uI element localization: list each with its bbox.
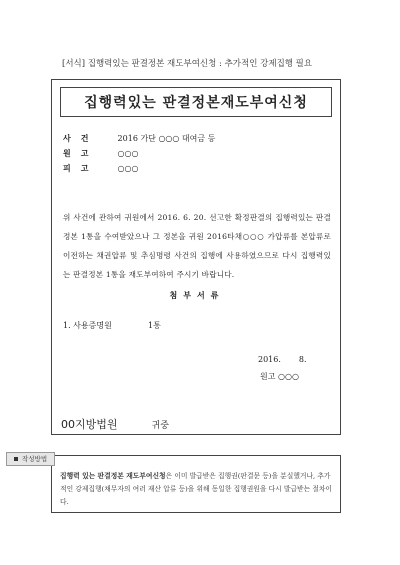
guide-bold-text: 집행력 있는 판결정본 재도부여신청	[60, 472, 166, 480]
attachment-item-count: 1통	[148, 321, 161, 330]
date-line	[258, 355, 307, 364]
court-receiver: 귀중	[151, 421, 169, 431]
field-case-label: 사건	[63, 133, 99, 143]
form-header: [서식] 집행력있는 판결정본 재도부여신청 : 추가적인 강제집행 필요	[62, 59, 313, 69]
field-case-value: 2016 가단 ○○○ 대여금 등	[117, 134, 216, 143]
field-defendant-label: 피고	[63, 163, 99, 173]
field-plaintiff	[63, 148, 139, 159]
form-body	[51, 79, 341, 435]
date-year: 2016.	[258, 355, 281, 364]
guide-tab-label: 작성방법	[22, 455, 48, 463]
request-body: 위 사건에 관하여 귀원에서 2016. 6. 20. 선고한 확정판결의 집행력있는 판결정본 1통을 수여받았으나 그 정본을 귀원 2016타채○○○ 가압류를 본압류로 이전하는 채권압류 및 추심명령 사건의 집행에 사용하였으므로 다시 집행력있는 판결정본 1통을 재도부여하여 주시기 바랍니다.	[63, 213, 331, 279]
court-name: 00지방법원	[61, 418, 118, 431]
field-case	[63, 133, 215, 144]
guide-body-text: 은 이미 발급받은 집행권(판결문 등)을 분실했거나, 추가적인 강제집행(채무자의 여러 재산 압류 등)을 위해 동일한 집행권원을 다시 발급받는 절차이다.	[60, 472, 333, 506]
attachment-item	[63, 320, 161, 331]
guide-text	[60, 470, 334, 509]
field-defendant-value: ○○○	[117, 164, 139, 173]
square-bullet-icon	[14, 457, 18, 461]
field-plaintiff-value: ○○○	[117, 149, 139, 158]
field-defendant	[63, 163, 139, 174]
court-line	[61, 416, 169, 432]
guide-tab	[6, 452, 55, 466]
date-month: 8.	[298, 355, 307, 364]
attachment-heading: 첨부서류	[169, 290, 225, 300]
guide-box	[51, 455, 341, 513]
field-plaintiff-label: 원고	[63, 148, 99, 158]
attachment-item-label: 1. 사용증명원	[63, 321, 112, 330]
document-title: 집행력있는 판결정본재도부여신청	[60, 87, 332, 117]
applicant: 원고 ○○○	[260, 372, 299, 381]
